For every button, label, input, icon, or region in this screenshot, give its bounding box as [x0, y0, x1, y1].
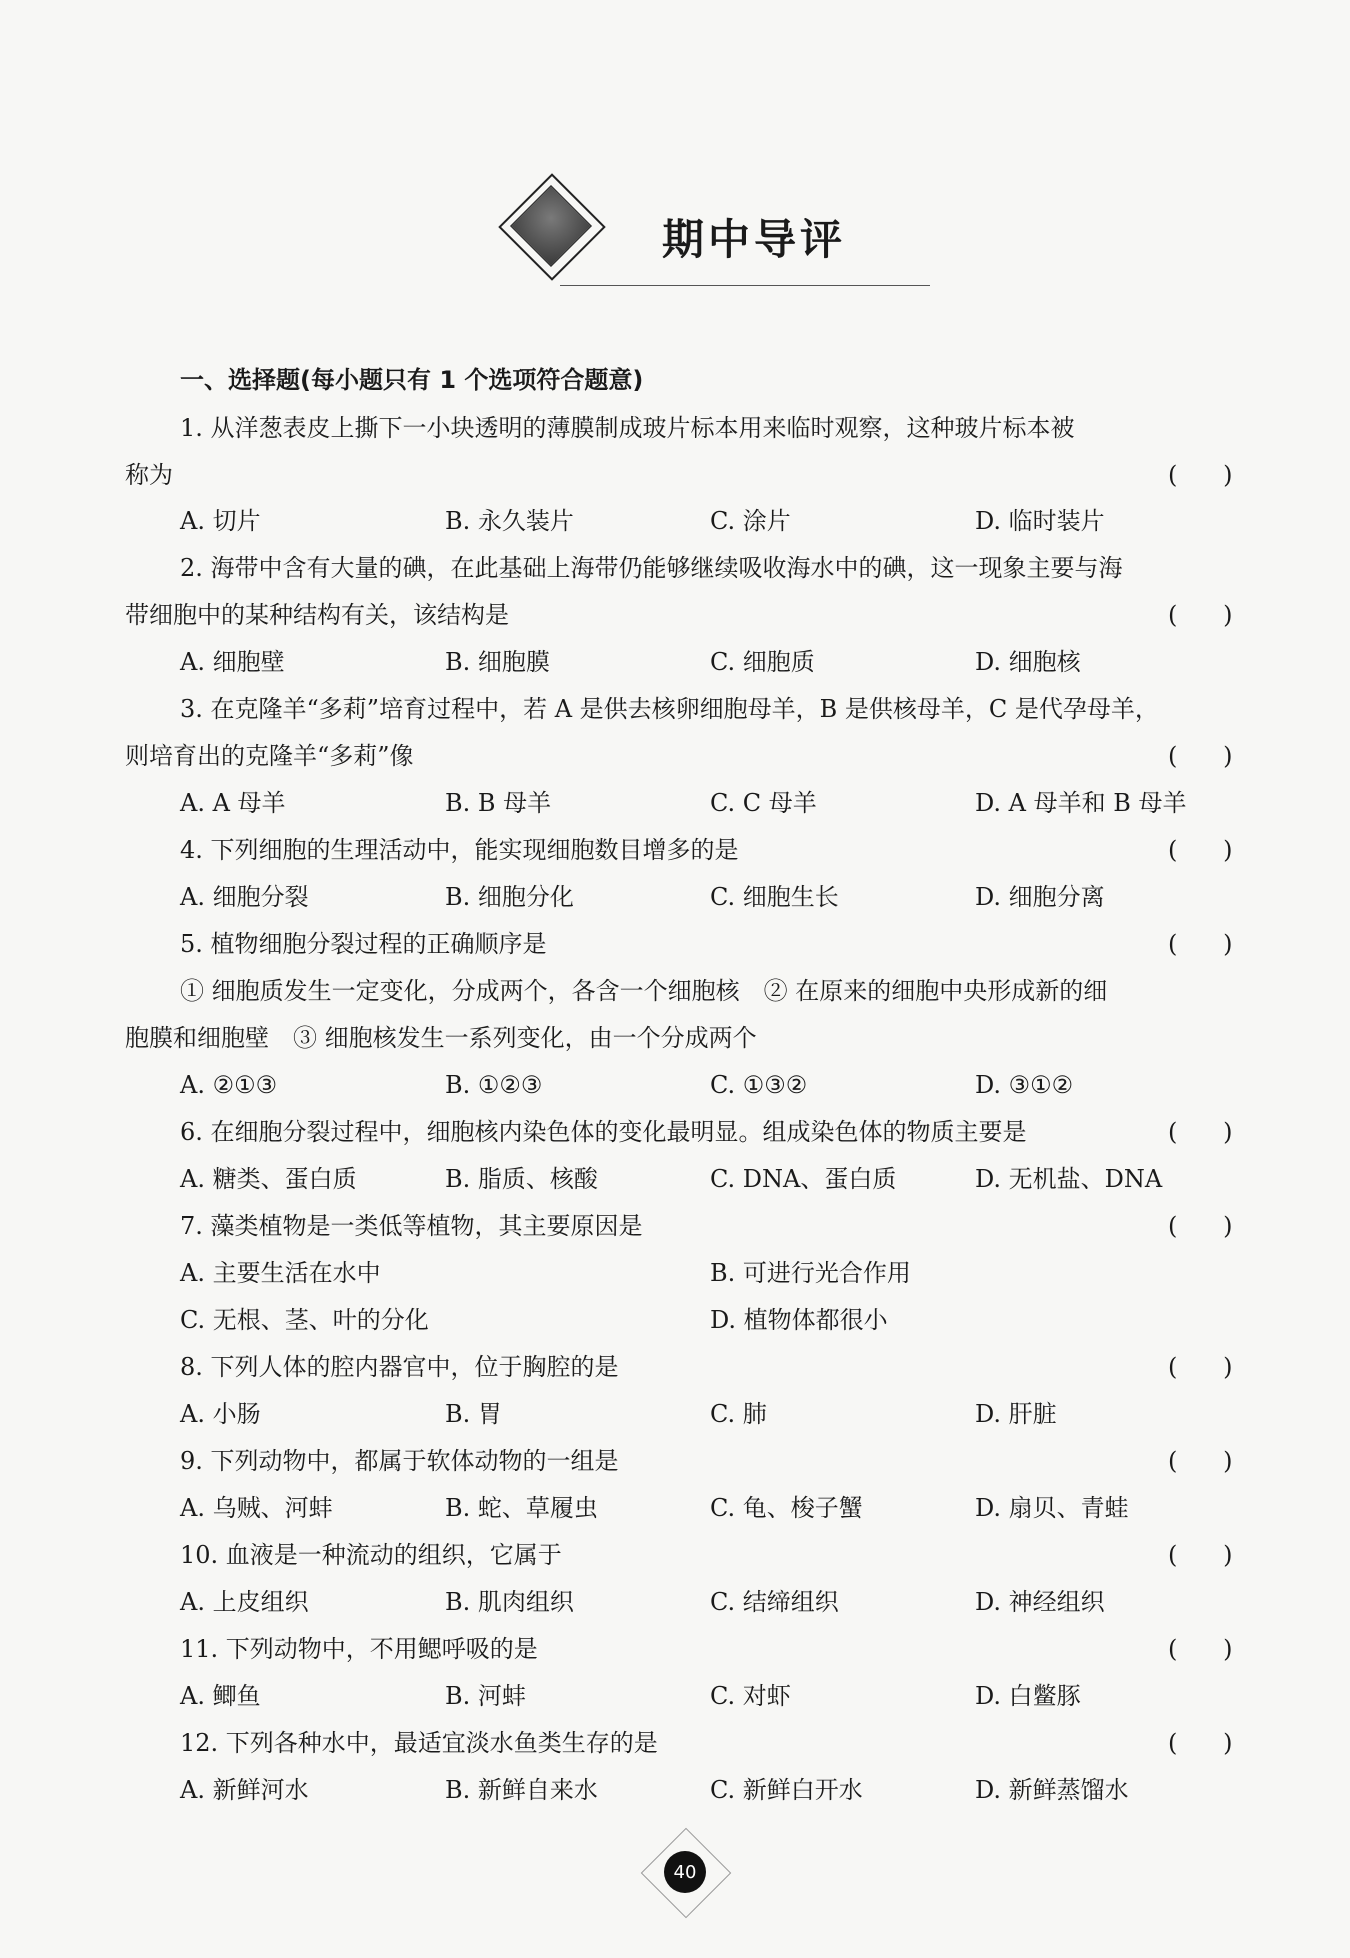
answer-blank-9[interactable]: ( )	[1168, 1447, 1233, 1475]
option-3b[interactable]: B. B 母羊	[445, 789, 552, 817]
option-3d[interactable]: D. A 母羊和 B 母羊	[975, 789, 1187, 817]
question-2-line-2: 带细胞中的某种结构有关，该结构是	[125, 601, 509, 629]
option-11a[interactable]: A. 鲫鱼	[180, 1682, 261, 1710]
option-2d[interactable]: D. 细胞核	[975, 648, 1081, 676]
question-2-line-1: 2. 海带中含有大量的碘，在此基础上海带仍能够继续吸收海水中的碘，这一现象主要与海	[180, 554, 1123, 582]
option-2b[interactable]: B. 细胞膜	[445, 648, 550, 676]
answer-blank-7[interactable]: ( )	[1168, 1212, 1233, 1240]
answer-blank-6[interactable]: ( )	[1168, 1118, 1233, 1146]
option-10c[interactable]: C. 结缔组织	[710, 1588, 839, 1616]
option-10b[interactable]: B. 肌肉组织	[445, 1588, 574, 1616]
section-title: 一、选择题(每小题只有 1 个选项符合题意)	[180, 366, 644, 394]
answer-blank-11[interactable]: ( )	[1168, 1635, 1233, 1663]
question-3-line-1: 3. 在克隆羊“多莉”培育过程中，若 A 是供去核卵细胞母羊，B 是供核母羊，C 是代孕母羊，	[180, 695, 1159, 723]
option-1c[interactable]: C. 涂片	[710, 507, 791, 535]
option-2c[interactable]: C. 细胞质	[710, 648, 815, 676]
option-9a[interactable]: A. 乌贼、河蚌	[180, 1494, 333, 1522]
option-7c[interactable]: C. 无根、茎、叶的分化	[180, 1306, 429, 1334]
page-title: 期中导评	[662, 215, 847, 264]
option-8d[interactable]: D. 肝脏	[975, 1400, 1057, 1428]
question-6-line-1: 6. 在细胞分裂过程中，细胞核内染色体的变化最明显。组成染色体的物质主要是	[180, 1118, 1027, 1146]
answer-blank-5[interactable]: ( )	[1168, 930, 1233, 958]
answer-blank-1[interactable]: ( )	[1168, 461, 1233, 489]
option-8b[interactable]: B. 胃	[445, 1400, 502, 1428]
answer-blank-3[interactable]: ( )	[1168, 742, 1233, 770]
option-12a[interactable]: A. 新鲜河水	[180, 1776, 309, 1804]
option-9d[interactable]: D. 扇贝、青蛙	[975, 1494, 1129, 1522]
option-1d[interactable]: D. 临时装片	[975, 507, 1105, 535]
option-11c[interactable]: C. 对虾	[710, 1682, 791, 1710]
option-6b[interactable]: B. 脂质、核酸	[445, 1165, 598, 1193]
question-11-line-1: 11. 下列动物中，不用鳃呼吸的是	[180, 1635, 538, 1663]
question-5-line-1: 5. 植物细胞分裂过程的正确顺序是	[180, 930, 547, 958]
option-12c[interactable]: C. 新鲜白开水	[710, 1776, 863, 1804]
question-8-line-1: 8. 下列人体的腔内器官中，位于胸腔的是	[180, 1353, 619, 1381]
option-6d[interactable]: D. 无机盐、DNA	[975, 1165, 1163, 1193]
question-1-line-1: 1. 从洋葱表皮上撕下一小块透明的薄膜制成玻片标本用来临时观察，这种玻片标本被	[180, 414, 1075, 442]
question-9-line-1: 9. 下列动物中，都属于软体动物的一组是	[180, 1447, 619, 1475]
option-6c[interactable]: C. DNA、蛋白质	[710, 1165, 897, 1193]
option-1b[interactable]: B. 永久装片	[445, 507, 574, 535]
question-1-line-2: 称为	[125, 461, 173, 489]
option-7a[interactable]: A. 主要生活在水中	[180, 1259, 381, 1287]
option-12d[interactable]: D. 新鲜蒸馏水	[975, 1776, 1129, 1804]
option-4d[interactable]: D. 细胞分离	[975, 883, 1105, 911]
option-5d[interactable]: D. ③①②	[975, 1071, 1074, 1099]
question-5-line-3: 胞膜和细胞壁 ③ 细胞核发生一系列变化，由一个分成两个	[125, 1024, 757, 1052]
question-7-line-1: 7. 藻类植物是一类低等植物，其主要原因是	[180, 1212, 643, 1240]
option-4c[interactable]: C. 细胞生长	[710, 883, 839, 911]
option-6a[interactable]: A. 糖类、蛋白质	[180, 1165, 357, 1193]
title-block	[500, 185, 930, 295]
option-4a[interactable]: A. 细胞分裂	[180, 883, 309, 911]
answer-blank-4[interactable]: ( )	[1168, 836, 1233, 864]
option-9b[interactable]: B. 蛇、草履虫	[445, 1494, 598, 1522]
option-5b[interactable]: B. ①②③	[445, 1071, 543, 1099]
title-underline	[560, 285, 930, 286]
option-2a[interactable]: A. 细胞壁	[180, 648, 285, 676]
diamond-ornament-icon	[510, 185, 592, 267]
option-10d[interactable]: D. 神经组织	[975, 1588, 1105, 1616]
answer-blank-12[interactable]: ( )	[1168, 1729, 1233, 1757]
option-4b[interactable]: B. 细胞分化	[445, 883, 574, 911]
option-10a[interactable]: A. 上皮组织	[180, 1588, 309, 1616]
option-7b[interactable]: B. 可进行光合作用	[710, 1259, 911, 1287]
option-11d[interactable]: D. 白鳖豚	[975, 1682, 1081, 1710]
question-5-line-2: ① 细胞质发生一定变化，分成两个，各含一个细胞核 ② 在原来的细胞中央形成新的细	[180, 977, 1108, 1005]
option-7d[interactable]: D. 植物体都很小	[710, 1306, 888, 1334]
answer-blank-8[interactable]: ( )	[1168, 1353, 1233, 1381]
option-8c[interactable]: C. 肺	[710, 1400, 767, 1428]
option-1a[interactable]: A. 切片	[180, 507, 261, 535]
option-3a[interactable]: A. A 母羊	[180, 789, 286, 817]
option-9c[interactable]: C. 龟、梭子蟹	[710, 1494, 863, 1522]
page-number: 40	[664, 1851, 706, 1893]
option-3c[interactable]: C. C 母羊	[710, 789, 817, 817]
question-12-line-1: 12. 下列各种水中，最适宜淡水鱼类生存的是	[180, 1729, 658, 1757]
question-10-line-1: 10. 血液是一种流动的组织，它属于	[180, 1541, 562, 1569]
option-12b[interactable]: B. 新鲜自来水	[445, 1776, 598, 1804]
option-11b[interactable]: B. 河蚌	[445, 1682, 526, 1710]
option-8a[interactable]: A. 小肠	[180, 1400, 261, 1428]
answer-blank-10[interactable]: ( )	[1168, 1541, 1233, 1569]
question-3-line-2: 则培育出的克隆羊“多莉”像	[125, 742, 414, 770]
answer-blank-2[interactable]: ( )	[1168, 601, 1233, 629]
option-5c[interactable]: C. ①③②	[710, 1071, 808, 1099]
question-4-line-1: 4. 下列细胞的生理活动中，能实现细胞数目增多的是	[180, 836, 739, 864]
option-5a[interactable]: A. ②①③	[180, 1071, 278, 1099]
